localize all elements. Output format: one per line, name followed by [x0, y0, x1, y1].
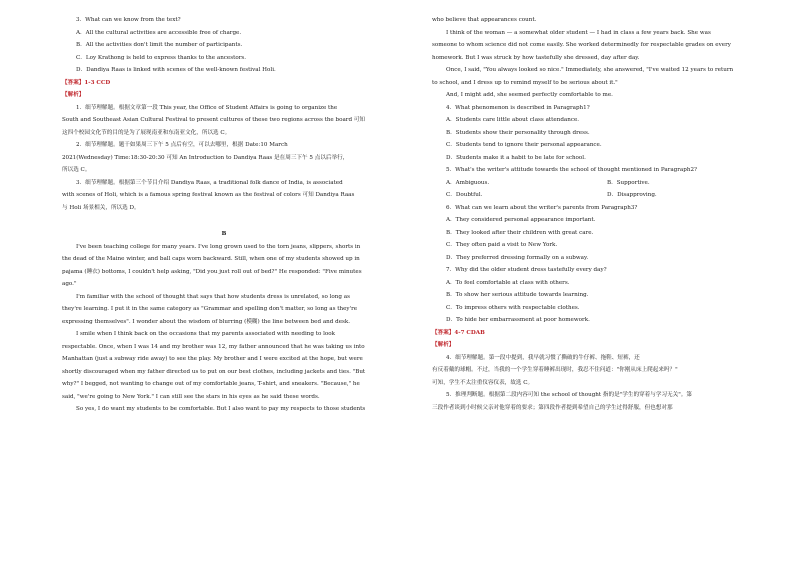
passage-line: I've been teaching college for many years. I've long grown used to the torn jeans, slippers, shorts in — [76, 243, 361, 250]
passage-line: who believe that appearances count. — [432, 17, 537, 23]
q5-options-row-1 — [432, 177, 754, 190]
question-4: 4．What phenomenon is described in Paragraph1? — [446, 104, 590, 111]
passage-line: expressing themselves". I wonder about the wisdom of blurring (模糊) the line between bed and desk. — [62, 318, 351, 325]
passage-line: shortly discouraged when my father directed us to put on our best clothes, including jackets and ties. "But — [62, 368, 366, 375]
explanation-line: 4．细节理解题。第一段中提到，我早就习惯了撕破的牛仔裤、拖鞋、短裤，还 — [446, 354, 640, 361]
passage-line: And, I might add, she seemed perfectly comfortable to me. — [446, 92, 613, 98]
passage-line: Manhattan (just a subway ride away) to see the play. My brother and I were excited at the hope, but were — [62, 356, 363, 362]
explanation-line: 2021(Wednesday) Time:18:30-20:30 可知 An Introduction to Dandiya Raas 是在周三下午 5 点以后举行， — [62, 154, 349, 161]
q6-option-c: C．They often paid a visit to New York. — [446, 242, 558, 248]
q5-option-a: A．Ambiguous. — [446, 179, 490, 186]
q7-option-c: C．To impress others with respectable clothes. — [446, 304, 580, 311]
explanation-label-1: 【解析】 — [62, 92, 85, 98]
question-6: 6．What can we learn about the writer's parents from Paragraph3? — [446, 204, 638, 211]
explanation-line: 3．细节理解题。根据第三个节目介绍 Dandiya Raas, a traditional folk dance of India, is associated — [76, 179, 343, 186]
passage-line: I think of the woman — a somewhat older student — I had in class a few years back. She was — [446, 29, 711, 36]
left-column — [62, 14, 386, 416]
q5-option-d: D．Disapproving. — [607, 192, 657, 198]
explanation-line: 有反着戴的球帽。不过，当我的一个学生穿着睡裤出现时，我忍不住问道："你刚从床上爬起来吗？" — [432, 367, 678, 373]
passage-line: to school, and I dress up to remind myself to be serious about it." — [432, 79, 618, 86]
explanation-line: 三段作者谈到小时候父亲对他穿着的要求；第四段作者提到希望自己的学生过得舒服，但也想对那 — [432, 404, 673, 411]
question-5: 5．What's the writer's attitude towards the school of thought mentioned in Paragraph2? — [446, 167, 698, 173]
explanation-line: 2．细节理解题。题干如果周三下午 5 点后有空，可以去哪里，根据 Date:10 March — [76, 142, 288, 148]
explanation-label-2: 【解析】 — [432, 342, 455, 348]
q5-option-b: B．Supportive. — [607, 179, 650, 186]
q4-option-d: D．Students make it a habit to be late for school. — [446, 154, 586, 161]
answer-label-1: 【答案】1-3 CCD — [62, 79, 111, 86]
passage-line: So yes, I do want my students to be comfortable. But I also want to pay my respects to those students — [76, 406, 366, 412]
q6-option-b: B．They looked after their children with great care. — [446, 229, 594, 236]
passage-line: I'm familiar with the school of thought that says that how students dress is unrelated, so long as — [76, 293, 350, 300]
q3-option-a: A．All the cultural activities are accessible free of charge. — [76, 29, 242, 36]
q7-option-b: B．To show her serious attitude towards learning. — [446, 292, 589, 298]
right-column — [432, 14, 754, 414]
passage-line: why?" I begged, not wanting to change out of my comfortable jeans, T-shirt, and sneakers. "Because," he — [62, 381, 360, 387]
passage-line: Once, I said, "You always looked so nice." Immediately, she answered, "I've waited 12 years to return — [446, 67, 734, 73]
explanation-line: 这四个校园文化节的目的是为了展现南亚和东南亚文化，所以选 C。 — [62, 129, 231, 136]
question-3: 3．What can we know from the text? — [76, 17, 181, 23]
explanation-line: 所以选 C。 — [62, 167, 91, 173]
explanation-line: 可知，学生不太注重仪容仪表，故选 C。 — [432, 379, 534, 386]
q6-option-a: A．They considered personal appearance important. — [446, 217, 596, 223]
q4-option-b: B．Students show their personality through dress. — [446, 129, 590, 136]
question-7: 7．Why did the older student dress tastefully every day? — [446, 267, 607, 273]
passage-line: I smile when I think back on the occasions that my parents associated with needing to look — [76, 331, 335, 337]
q3-option-b: B．All the activities don't limit the number of participants. — [76, 42, 243, 48]
q5-options-row-2 — [432, 189, 754, 202]
explanation-line: South and Southeast Asian Cultural Festival to present cultures of these two regions across the board 可知 — [62, 117, 366, 123]
q5-option-c: C．Doubtful. — [446, 192, 483, 198]
explanation-line: 5．推理判断题。根据第二段内容可知 the school of thought 指的是"学生的穿着与学习无关"。第 — [446, 392, 692, 398]
q4-option-a: A．Students care little about class attendance. — [446, 117, 580, 123]
passage-line: respectable. Once, when I was 14 and my brother was 12, my father announced that he was taking us into — [62, 343, 365, 350]
section-b-heading: B — [221, 231, 227, 237]
q4-option-c: C．Students tend to ignore their personal appearance. — [446, 142, 602, 148]
q3-option-c: C．Loy Krathong is held to express thanks to the ancestors. — [76, 54, 247, 61]
passage-line: pajama (睡衣) bottoms, I couldn't help asking, "Did you just roll out of bed?" He responded: "Five minutes — [62, 268, 362, 275]
passage-line: someone to whom science did not come easily. She worked determinedly for respectable grades on every — [432, 42, 731, 48]
passage-line: ago." — [62, 281, 77, 287]
explanation-line: 1．细节理解题。根据文章第一段 This year, the Office of Student Affairs is going to organize the — [76, 104, 338, 111]
passage-line: the dead of the Maine winter, and ball caps worn backward. Still, when one of my students showed up in — [62, 256, 360, 262]
passage-line: they're learning. I put it in the same category as "Grammar and spelling don't matter, so long as they're — [62, 306, 358, 312]
q3-option-d: D．Dandiya Raas is linked with scenes of the well-known festival Holi. — [76, 67, 276, 73]
explanation-line: 与 Holi 场景相关，所以选 D。 — [62, 204, 140, 211]
passage-line: said, "we're going to New York." I can still see the stars in his eyes as he said these words. — [62, 393, 320, 400]
passage-line: homework. But I was struck by how tastefully she dressed, day after day. — [432, 54, 640, 61]
q7-option-d: D．To hide her embarrassment at poor homework. — [446, 317, 590, 323]
q6-option-d: D．They preferred dressing formally on a subway. — [446, 254, 589, 261]
q7-option-a: A．To feel comfortable at class with others. — [446, 279, 570, 286]
explanation-line: with scenes of Holi, which is a famous spring festival known as the festival of colors 可知 Dandiya Raas — [62, 192, 355, 198]
answer-label-2: 【答案】4-7 CDAB — [432, 329, 485, 336]
